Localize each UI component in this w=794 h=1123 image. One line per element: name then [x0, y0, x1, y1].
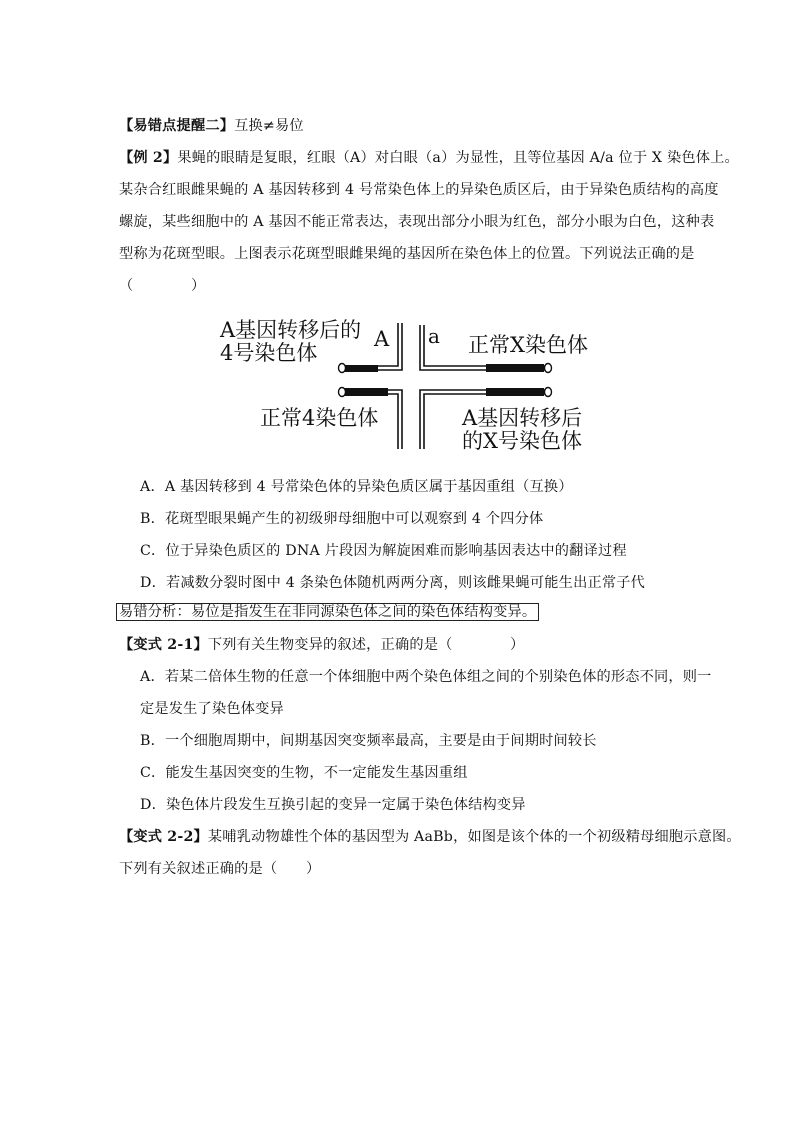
variant21-option-a-1: A．若某二倍体生物的任意一个体细胞中两个染色体组之间的个别染色体的形态不同，则一 [140, 669, 712, 685]
example2-text-1: 果蝇的眼睛是复眼，红眼（A）对白眼（a）为显性，且等位基因 A/a 位于 X 染色体上。 [177, 150, 739, 166]
variant22-tag: 【变式 2-2】 [119, 829, 208, 845]
figure-label-bottom-right-2: 的X号染色体 [462, 429, 582, 453]
example2-option-c: C．位于异染色质区的 DNA 片段因为解旋困难而影响基因表达中的翻译过程 [140, 543, 627, 559]
example2-line-1 [119, 149, 739, 167]
figure-label-top-left-1: A基因转移后的 [220, 318, 362, 342]
variant21-tag: 【变式 2-1】 [119, 637, 208, 653]
section-heading-bold: 【易错点提醒二】 [119, 118, 235, 134]
example2-option-d: D．若减数分裂时图中 4 条染色体随机两两分离，则该雌果蝇可能生出正常子代 [140, 575, 646, 591]
variant22-text-1: 某哺乳动物雄性个体的基因型为 AaBb，如图是该个体的一个初级精母细胞示意图。 [207, 829, 741, 845]
variant21-option-a-2: 定是发生了染色体变异 [140, 701, 284, 717]
variant21-option-b: B．一个细胞周期中，间期基因突变频率最高，主要是由于间期时间较长 [140, 733, 597, 749]
example2-line-2: 某杂合红眼雌果蝇的 A 基因转移到 4 号常染色体上的异染色质区后，由于异染色质结构的高度 [119, 182, 719, 198]
figure-label-bottom-right-1: A基因转移后 [462, 406, 583, 430]
variant21-text: 下列有关生物变异的叙述，正确的是（ ） [207, 637, 525, 653]
variant21-option-c: C．能发生基因突变的生物，不一定能发生基因重组 [140, 765, 468, 781]
figure-label-top-left-2: 4号染色体 [220, 341, 318, 365]
variant22-line-1 [119, 828, 741, 846]
figure-allele-a: a [428, 324, 440, 348]
example2-line-3: 螺旋，某些细胞中的 A 基因不能正常表达，表现出部分小眼为红色，部分小眼为白色，这种表 [119, 214, 715, 230]
section-heading-rest: 互换≠易位 [234, 118, 304, 134]
example2-option-a: A．A 基因转移到 4 号常染色体的异染色质区属于基因重组（互换） [140, 479, 573, 495]
figure-label-bottom-left: 正常4染色体 [260, 406, 379, 430]
example2-tag: 【例 2】 [119, 150, 178, 166]
variant21-stem [119, 636, 524, 654]
example2-line-4: 型称为花斑型眼。上图表示花斑型眼雌果绳的基因所在染色体上的位置。下列说法正确的是 [119, 246, 695, 262]
section-heading [119, 117, 304, 135]
example2-option-b: B．花斑型眼果蝇产生的初级卵母细胞中可以观察到 4 个四分体 [140, 511, 544, 527]
figure-label-top-right: 正常X染色体 [468, 333, 588, 357]
error-analysis [119, 603, 539, 621]
variant21-option-d: D．染色体片段发生互换引起的变异一定属于染色体结构变异 [140, 797, 526, 813]
chromosome-figure [214, 313, 604, 455]
variant22-line-2: 下列有关叙述正确的是（ ） [119, 861, 321, 877]
figure-allele-A: A [374, 327, 390, 351]
example2-line-5: （ ） [119, 278, 206, 294]
error-analysis-box: 易错分析：易位是指发生在非同源染色体之间的染色体结构变异。 [116, 603, 539, 621]
